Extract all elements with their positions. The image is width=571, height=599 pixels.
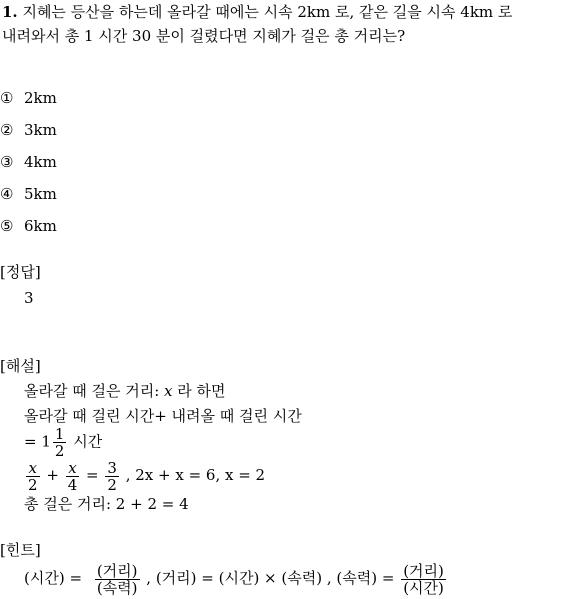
choice-3-text: 4km: [24, 153, 57, 171]
choice-1-number: ①: [0, 89, 14, 107]
eq-equals: =: [86, 466, 99, 484]
eq-frac-1-num: x: [26, 460, 40, 477]
explanation-fraction-half: [53, 426, 67, 459]
hint-frac-2-num: (거리): [403, 561, 444, 580]
explanation-var-x: x: [164, 382, 173, 400]
question-text-2: 내려와서 총 1 시간 30 분이 걸렸다면 지혜가 걸은 총 거리는?: [2, 27, 406, 45]
explanation-line-5: 총 걸은 거리: 2 + 2 = 4: [24, 495, 189, 513]
eq-frac-2-num: x: [66, 460, 80, 477]
choice-5[interactable]: [0, 216, 57, 236]
eq-plus: +: [46, 466, 59, 484]
hint-frac-2-den: (시간): [403, 578, 444, 597]
question-text-1: 지혜는 등산을 하는데 올라갈 때에는 시속 2km 로, 같은 길을 시속 4km 로: [22, 3, 513, 21]
choice-1-text: 2km: [24, 89, 57, 107]
eq-frac-3-den: 2: [107, 475, 117, 494]
eq-frac-3: [105, 460, 119, 493]
explanation-mixed-int: = 1: [24, 432, 51, 451]
choice-4-number: ④: [0, 185, 14, 203]
eq-frac-1-den: 2: [28, 475, 38, 494]
hint-formula: [24, 560, 448, 596]
explanation-line-3-suffix: 시간: [68, 432, 103, 451]
answer-value: 3: [24, 289, 34, 307]
eq-rest: , 2x + x = 6, x = 2: [125, 466, 266, 484]
question-line-1: [2, 2, 512, 22]
explanation-line-3: [24, 426, 102, 459]
choice-3[interactable]: [0, 152, 57, 172]
choice-4[interactable]: [0, 184, 57, 204]
eq-frac-3-num: 3: [107, 458, 117, 477]
choice-2[interactable]: [0, 120, 57, 140]
choice-5-text: 6km: [24, 217, 57, 235]
question-line-2: [2, 26, 405, 46]
choice-2-text: 3km: [24, 121, 57, 139]
choice-3-number: ③: [0, 153, 14, 171]
frac-num: 1: [54, 425, 65, 443]
hint-mid: , (거리) = (시간) × (속력) , (속력) =: [146, 569, 395, 587]
choice-1[interactable]: [0, 88, 57, 108]
choice-2-number: ②: [0, 121, 14, 139]
eq-frac-2-den: 4: [67, 475, 78, 494]
explanation-label: [해설]: [0, 357, 41, 375]
hint-frac-1-num: (거리): [96, 561, 138, 580]
choice-4-text: 5km: [24, 185, 57, 203]
explanation-line-1-end: 라 하면: [172, 382, 226, 400]
explanation-equation: [24, 458, 265, 493]
question-number: 1.: [2, 3, 18, 21]
hint-frac-2: [401, 563, 446, 596]
explanation-line-1-text: 올라갈 때 걸은 거리:: [24, 382, 165, 400]
eq-frac-1: [26, 460, 40, 493]
hint-lhs: (시간) =: [24, 569, 83, 587]
hint-frac-1: [95, 563, 140, 596]
hint-label: [힌트]: [0, 541, 41, 559]
explanation-line-2: 올라갈 때 걸린 시간+ 내려올 때 걸린 시간: [24, 407, 302, 425]
eq-frac-2: [66, 460, 80, 493]
choice-5-number: ⑤: [0, 217, 14, 235]
hint-frac-1-den: (속력): [96, 578, 138, 597]
frac-den: 2: [54, 442, 65, 460]
explanation-line-1: [24, 381, 226, 401]
answer-label: [정답]: [0, 263, 41, 281]
